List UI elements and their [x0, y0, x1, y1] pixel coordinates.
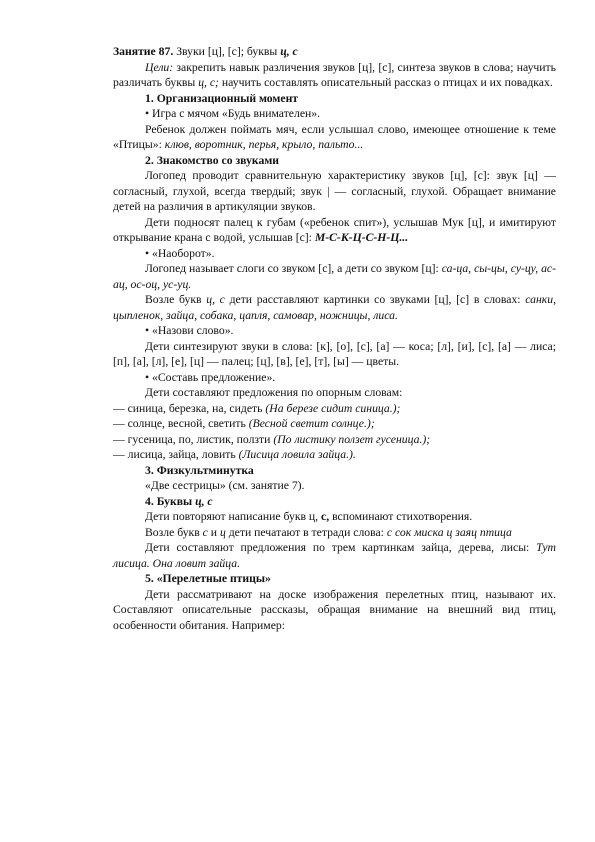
- section-2-game-2: • «Назови слово».: [145, 324, 234, 337]
- section-2-paragraph-4-start: Возле букв: [145, 293, 207, 306]
- sentence-item-2: [113, 416, 556, 432]
- section-4-heading: [113, 494, 556, 510]
- section-2-heading: 2. Знакомство со звуками: [145, 153, 280, 167]
- section-2-paragraph-4: [113, 292, 556, 323]
- section-1-game: • Игра с мячом «Будь внимателен».: [145, 107, 321, 120]
- goals-text-end: научить составлять описательный рассказ о птицах и их повадках.: [218, 76, 553, 89]
- section-2-paragraph-3: [113, 261, 556, 292]
- sentence-item-1-words: — синица, березка, на, сидеть: [113, 401, 266, 415]
- section-1-heading: 1. Организационный момент: [145, 91, 299, 105]
- section-4-paragraph-2: [113, 525, 556, 541]
- title-letters: ц, с: [280, 45, 298, 58]
- sentence-item-1-answer: (На березе сидит синица.);: [265, 401, 401, 415]
- section-4-paragraph-1-start: Дети повторяют написание букв ц,: [145, 510, 322, 523]
- section-4-letter-ts: ц: [219, 525, 226, 539]
- section-2-picture-words: санки, цыпленок, зайца, собака, цапля, самовар, ножницы, лиса.: [113, 293, 557, 322]
- sentence-item-4-answer: (Лисица ловила зайца.).: [238, 448, 356, 461]
- section-4-paragraph-3: [113, 540, 556, 571]
- section-2-syllables: са-ца, сы-цы, су-цу, ас-ац, ос-оц, ус-уц.: [113, 262, 557, 291]
- sentence-item-2-answer: (Весной светит солнце.);: [248, 417, 375, 430]
- section-2-paragraph-6: Дети составляют предложения по опорным словам:: [145, 386, 403, 399]
- section-2-letters: М-С-К-Ц-С-Н-Ц...: [314, 231, 409, 244]
- section-4-paragraph-1: [113, 509, 556, 525]
- sentence-item-1: [113, 401, 556, 417]
- section-1-text: [113, 122, 556, 153]
- sentence-item-4-words: — лисица, зайца, ловить: [113, 448, 239, 461]
- title-text: Звуки [ц], [с]; буквы: [173, 45, 281, 58]
- section-4-paragraph-3-text: Дети составляют предложения по трем картинкам зайца, дерева, лисы:: [145, 541, 537, 554]
- lesson-title: [113, 44, 556, 60]
- section-2-paragraph-2-text: Дети подносят палец к губам («ребенок спит»), услышав Мук [ц], и имитируют открывание крана с водой, услышав [с]:: [113, 215, 556, 244]
- section-1-words: клюв, воротник, перья, крыло, пальто...: [164, 138, 364, 151]
- section-2-paragraph-3-text: Логопед называет слоги со звуком [с], а дети со звуком [ц]:: [145, 262, 442, 275]
- sentence-item-2-words: — солнце, весной, светить: [113, 417, 249, 430]
- sentence-item-3-words: — гусеница, по, листик, ползти: [113, 432, 274, 446]
- section-3-text: «Две сестрицы» (см. занятие 7).: [145, 479, 305, 492]
- section-4-example-sentence: Тут лисица. Она ловит зайца.: [113, 541, 556, 570]
- section-5-heading: 5. «Перелетные птицы»: [145, 572, 271, 585]
- document-page: [113, 44, 556, 633]
- section-2-paragraph-5: Дети синтезируют звуки в слова: [к], [о], [с], [а] — коса; [л], [и], [с], [а] — лиса; [п], [а], [л], [е], [ц] — палец; [ц], [в], [е], [т], [ы] — цветы.: [113, 339, 556, 368]
- section-4-heading-text: 4. Буквы: [145, 494, 196, 508]
- goals-label: Цели:: [145, 60, 174, 74]
- title-number: Занятие 87.: [113, 45, 174, 58]
- goals-text: закрепить навык различения звуков [ц], [с], синтеза звуков в слова; научить различать буквы: [113, 60, 556, 89]
- section-4-printed-words: с сок миска ц заяц птица: [386, 525, 512, 539]
- section-2-paragraph-4-mid: дети расставляют картинки со звуками [ц], [с] в словах:: [224, 293, 526, 306]
- section-2-paragraph-2: [113, 215, 556, 246]
- goals-letters: ц, с;: [198, 76, 219, 89]
- section-4-paragraph-2-and: и: [207, 525, 220, 539]
- section-4-letter-s: с: [202, 525, 208, 539]
- sentence-item-3-answer: (По листику ползет гусеница.);: [273, 432, 431, 446]
- section-4-paragraph-2-start: Возле букв: [145, 525, 203, 539]
- section-1-text-main: Ребенок должен поймать мяч, если услышал слово, имеющее отношение к теме «Птицы»:: [113, 122, 556, 151]
- section-4-paragraph-1-end: вспоминают стихотворения.: [329, 510, 473, 523]
- section-2-game-3: • «Составь предложение».: [145, 370, 276, 384]
- section-4-paragraph-1-letter: с,: [321, 510, 330, 523]
- section-2-game-1: • «Наоборот».: [145, 246, 215, 260]
- section-5-paragraph-1: Дети рассматривают на доске изображения перелетных птиц, называют их. Составляют описательные рассказы, обращая внимание на внешний вид птиц, особенности обитания. Например:: [113, 587, 556, 632]
- section-3-heading: 3. Физкультминутка: [145, 463, 254, 477]
- section-2-paragraph-4-letters: ц, с: [206, 293, 225, 306]
- section-4-heading-letters: ц, с: [195, 494, 213, 508]
- section-4-paragraph-2-mid: дети печатают в тетради слова:: [225, 525, 387, 539]
- sentence-item-4: [113, 447, 556, 463]
- goals-paragraph: [113, 60, 556, 91]
- sentence-item-3: [113, 432, 556, 448]
- section-2-paragraph-1: Логопед проводит сравнительную характеристику звуков [ц], [с]: звук [ц] — согласный, глухой, всегда твердый; звук | — согласный, глухой. Обращает внимание детей на различия в артикуляции звуков.: [113, 169, 556, 213]
